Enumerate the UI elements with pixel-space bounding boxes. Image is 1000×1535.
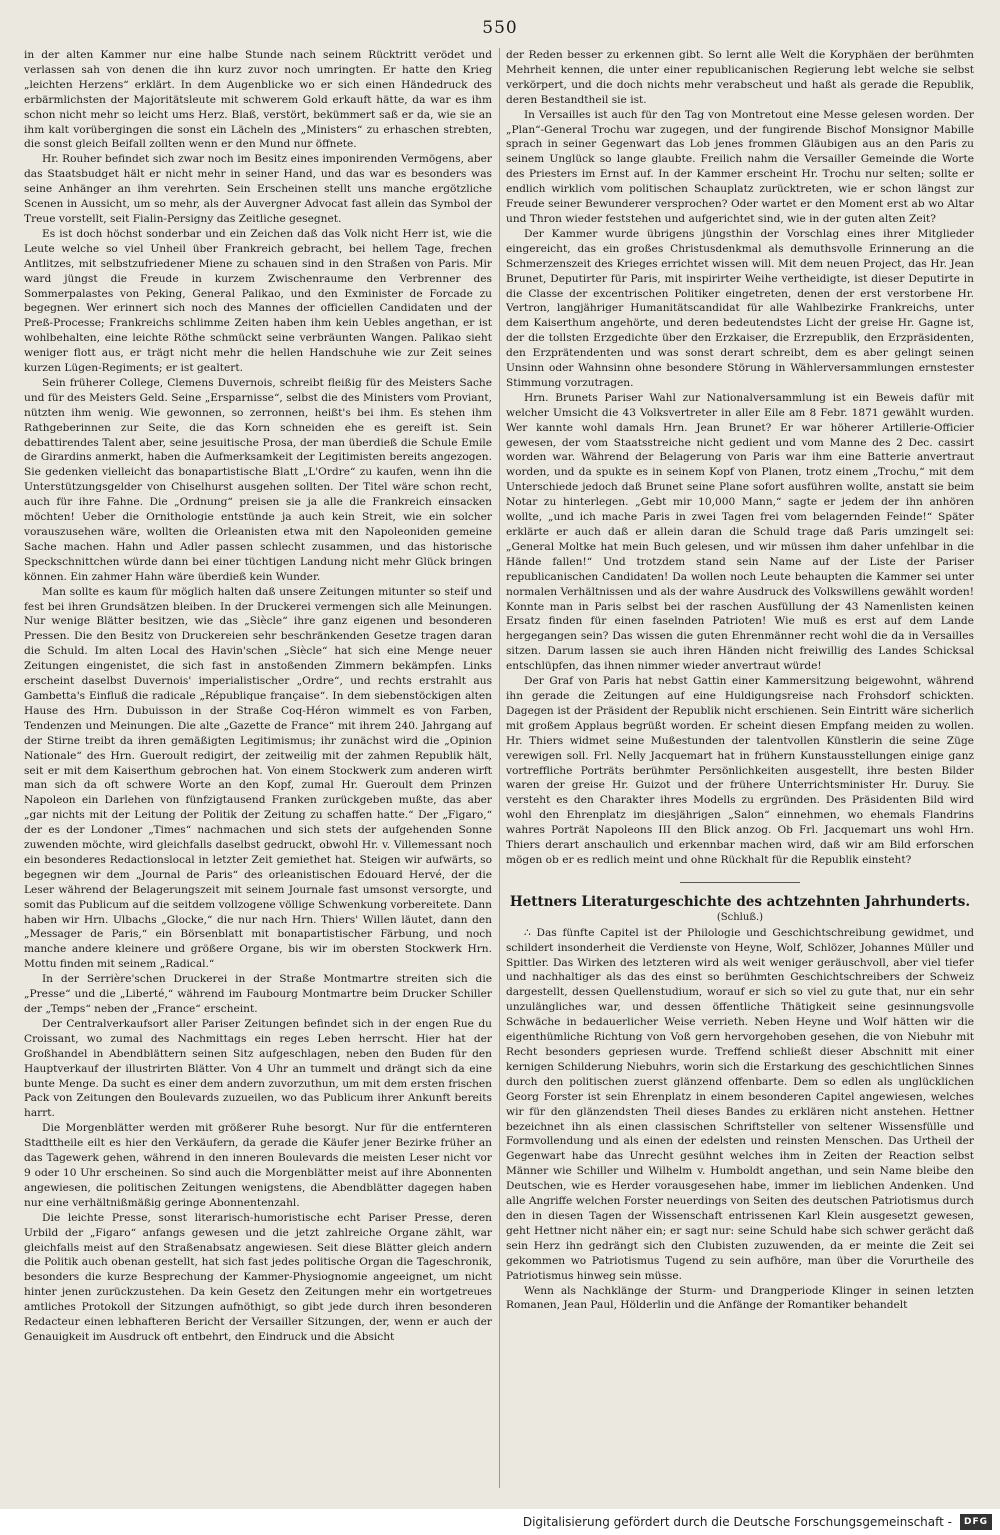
paragraph: Wenn als Nachklänge der Sturm- und Drangperiode Klinger in seinen letzten Romanen, Jean Paul, Hölderlin und die Anfänge der Romantiker behandelt	[506, 1284, 974, 1312]
paragraph: in der alten Kammer nur eine halbe Stunde nach seinem Rücktritt verödet und verlassen sah von denen die ihn kurz zuvor noch umringten. Er hatte den Krieg „leichten Herzens“ erklärt. In dem Augenblicke wo er sich einen Händedruck des erbärmlichsten der Majoritätsleute mit schwerem Gold erkauft hätte, da war es ihm schon nicht mehr so leicht ums Herz. Blaß, verstört, bekümmert saß er da, wie sie an ihm kalt vorübergingen die sonst ein Lächeln des „Ministers“ zu erhaschen strebten, die sonst gleich Beifall zollten wenn er den Mund nur öffnete.	[24, 49, 492, 151]
footer-text: Digitalisierung gefördert durch die Deutsche Forschungsgemeinschaft -	[522, 1515, 952, 1529]
paragraph: Sein früherer College, Clemens Duvernois, schreibt fleißig für des Meisters Sache und für des Meisters Geld. Seine „Ersparnisse“, selbst die des Ministers vom Proviant, nützten ihm wenig. Wie gewonnen, so zerronnen, heißt's bei ihm. Es stehen ihm Rathgeberinnen zur Seite, die das Korn schneiden ehe es gereift ist. Sein debattirendes Talent aber, seine jesuitische Prosa, der man überdieß die Schule Emile de Girardins anmerkt, haben die Aufmerksamkeit der Legitimisten bereits angezogen. Sie gedenken vielleicht das bonapartistische Blatt „L'Ordre“ zu kaufen, wenn ihn die Unterstützungsgelder von Chiselhurst ausgehen sollten. Der Titel wäre schon recht, auch für ihre Fahne. Die „Ordnung“ preisen sie ja alle die Frankreich einsacken möchten! Ueber die Ornithologie entstünde ja auch kein Streit, wie ein solcher vorauszusehen wäre, wollten die Orleanisten etwa mit den Napoleoniden gemeine Sache machen. Hahn und Adler passen schlecht zusammen, und das historische Speckschnittchen würde dann bei einer tüchtigen Landung nicht mehr Glück bringen können. Ein zahmer Hahn wäre überdieß kein Wunder.	[24, 376, 492, 583]
page-number: 550	[482, 18, 518, 38]
article-title: Hettners Literaturgeschichte des achtzehnten Jahrhunderts.	[509, 893, 971, 910]
paragraph: Hr. Rouher befindet sich zwar noch im Besitz eines imponirenden Vermögens, aber das Staatsbudget hält er nicht mehr in seiner Hand, und das war es besonders was seine Anhänger an ihm verehrten. Sein Erscheinen stellt uns manche ergötzliche Scenen in Aussicht, um so mehr, als der Auvergner Advocat fast allein das Symbol der Treue vorstellt, seit Fialin-Persigny das Zeitliche gesegnet.	[24, 153, 492, 225]
dfg-logo: DFG	[960, 1514, 992, 1530]
paragraph: In der Serrière'schen Druckerei in der Straße Montmartre streiten sich die „Presse“ und die „Liberté,“ während im Faubourg Montmartre beim Drucker Schiller der „Temps“ neben der „France“ erscheint.	[24, 973, 492, 1015]
digitization-footer	[0, 1509, 1000, 1535]
paragraph: Der Graf von Paris hat nebst Gattin einer Kammersitzung beigewohnt, während ihn gerade die Zeitungen auf eine Huldigungsreise nach Frohsdorf schickten. Dagegen ist der Präsident der Republik nicht erschienen. Sein Eintritt wäre sicherlich mit großem Applaus begrüßt worden. Er scheint diesen Empfang meiden zu wollen. Hr. Thiers widmet seine Mußestunden der talentvollen Künstlerin die seine Züge verewigen soll. Frl. Nelly Jacquemart hat in frühern Kunstausstellungen einige ganz vortreffliche Porträts berühmter Persönlichkeiten ausgestellt, ihre besten Bilder waren der greise Hr. Guizot und der frühere Unterrichtsminister Hr. Duruy. Sie versteht es den Charakter ihres Modells zu ergründen. Des Präsidenten Bild wird wohl den Ehrenplatz im diesjährigen „Salon“ einnehmen, wo ehemals Flandrins wahres Porträt Napoleons III den Blick anzog. Ob Frl. Jacquemart uns wohl Hrn. Thiers derart anschaulich und erkennbar machen wird, daß wir am Bild erforschen mögen ob er es redlich meint und ohne Rückhalt für die Republik einsteht?	[506, 675, 974, 866]
section-separator	[680, 882, 800, 883]
column-divider	[499, 48, 500, 1488]
left-column	[24, 48, 492, 1488]
paragraph: Der Centralverkaufsort aller Pariser Zeitungen befindet sich in der engen Rue du Croissant, wo zumal des Nachmittags ein reges Leben herrscht. Hier hat der Großhandel in Abendblättern seinen Sitz aufgeschlagen, neben den Buden für den Hauptverkauf der illustrirten Blätter. Von 4 Uhr an tummelt und drängt sich da eine bunte Menge. Da sucht es einer dem andern zuvorzuthun, um mit dem ersten frischen Pack von Zeitungen den Boulevards zuzueilen, wo das Publicum ihrer Ankunft bereits harrt.	[24, 1017, 492, 1120]
paragraph: In Versailles ist auch für den Tag von Montretout eine Messe gelesen worden. Der „Plan“-General Trochu war zugegen, und der fungirende Bischof Monsignor Mabille sprach in seiner Gegenwart das Lob jenes frommen Gläubigen aus an den Paris zu seinem Unglück so lange glaubte. Freilich nahm die Versailler Gemeinde die Worte des Priesters im Ernst auf. In der Kammer erscheint Hr. Trochu nur selten; sollte er endlich wirklich vom politischen Schauplatz zurücktreten, wie er schon längst zur Freude seiner Bewunderer versprochen? Oder wartet er den Moment erst ab wo Altar und Thron wieder feststehen und aufgerichtet sind, wie in der guten alten Zeit?	[506, 108, 974, 225]
paragraph: Die leichte Presse, sonst literarisch-humoristische echt Pariser Presse, deren Urbild der „Figaro“ anfangs gewesen und die jetzt zahlreiche Organe zählt, war gleichfalls meist auf den Straßenabsatz angewiesen. Seit diese Blätter gleich andern die Politik auch obenan gestellt, hat sich fast jedes politische Organ die Tageschronik, besonders die kurze Besprechung der Kammer-Physiognomie angeeignet, um nicht hinter jenen zurückzustehen. Da kein Gesetz den Zeitungen mehr ein wortgetreues amtliches Protokoll der Sitzungen aufnöthigt, so gibt jede durch ihren besonderen Redacteur einen lebhafteren Bericht der Versailler Sitzungen, der, wenn er auch der Genauigkeit im Ausdruck oft entbehrt, den Eindruck und die Absicht	[24, 1211, 492, 1343]
article-subtitle: (Schluß.)	[716, 911, 764, 923]
right-column	[506, 48, 974, 1488]
paragraph: Es ist doch höchst sonderbar und ein Zeichen daß das Volk nicht Herr ist, wie die Leute welche so viel Unheil über Frankreich gebracht, bei hellem Tage, frechen Antlitzes, mit selbstzufriedener Miene zu schauen sind in den Straßen von Paris. Mir ward jüngst die Freude in kurzem Zwischenraume den Verbrenner des Sommerpalastes von Peking, General Palikao, und den Exminister de Forcade zu begegnen. Wer erinnert sich noch des Mannes der officiellen Candidaten und der Preß-Processe; Frankreichs schlimme Zeiten haben ihm kein Uebles angethan, er ist wohlbehalten, eine leichte Röthe schmückt seine verbräunten Wangen. Palikao sieht weniger flott aus, er trägt nicht mehr die hellen Handschuhe wie zur Zeit seines kurzen Lügen-Regiments; er ist gealtert.	[24, 227, 492, 375]
paragraph: Man sollte es kaum für möglich halten daß unsere Zeitungen mitunter so steif und fest bei ihren Grundsätzen bleiben. In der Druckerei vermengen sich alle Meinungen. Nur wenige Blätter besitzen, wie das „Siècle“ ihre ganz eigenen und besonderen Pressen. Die den Besitz von Druckereien sehr beschränkenden Gesetze tragen daran die Schuld. Im alten Local des Havin'schen „Siècle“ hat sich eine Menge neuer Zeitungen eingenistet, die sich fast in anstoßenden Zimmern bekämpfen. Links erscheint daselbst Duvernois' imperialistischer „Ordre“, und rechts erstrahlt aus Gambetta's Einfluß die radicale „République française“. In dem siebenstöckigen alten Hause des Hrn. Dubuisson in der Straße Coq-Héron wimmelt es von Farben, Tendenzen und Meinungen. Die alte „Gazette de France“ mit ihrem 240. Jahrgang auf der Stirne treibt da ihren gemäßigten Legitimismus; ihr zunächst wird die „Opinion Nationale“ des Hrn. Gueroult redigirt, der zeitweilig mit der zahmen Republik hält, seit er mit dem Kaiserthum gebrochen hat. Von einem Stockwerk zum anderen wirft man sich da oft schwere Worte an den Kopf, zumal Hr. Gueroult dem Prinzen Napoleon ein Darlehen von fünfzigtausend Franken zurückgeben mußte, das aber „gar nichts mit der Leitung der Politik der Zeitung zu schaffen hatte.“ Der „Figaro,“ der es der Londoner „Times“ nachmachen und sich stets der aufgehenden Sonne zuwenden möchte, wird gleichfalls daselbst gedruckt, obwohl Hr. v. Villemessant noch ein besonderes Redactionslocal in letzter Zeit gemiethet hat. Steigen wir aufwärts, so begegnen wir dem „Journal de Paris“ des orleanistischen Edouard Hervé, der die Leser während der Belagerungszeit mit seinem Journale fast umsonst versorgte, und somit das Publicum auf die seitdem vollzogene völlige Schwenkung vorbereitete. Dann haben wir Hrn. Ulbachs „Glocke,“ die nur nach Hrn. Thiers' Willen läutet, dann den „Messager de Paris,“ ein Börsenblatt mit bonapartistischer Färbung, und noch manche andere kleinere und größere Organe, bis wir im obersten Stockwerk Hrn. Mottu finden mit seinem „Radical.“	[24, 585, 492, 971]
paragraph: Hrn. Brunets Pariser Wahl zur Nationalversammlung ist ein Beweis dafür mit welcher Umsicht die 43 Volksvertreter in aller Eile am 8 Febr. 1871 gewählt wurden. Wer kannte wohl damals Hrn. Jean Brunet? Er war höherer Artillerie-Officier gewesen, der vom Staatsstreiche nicht gedient und vom Manne des 2 Dec. cassirt worden war. Während der Belagerung von Paris war ihm eine Batterie anvertraut worden, und da spukte es in seinem Kopf von Planen, trotz einem „Trochu,“ mit dem Unterschiede jedoch daß Brunet seine Plane sofort ausführen wollte, anstatt sie beim Notar zu hinterlegen. „Gebt mir 10,000 Mann,“ sagte er jedem der ihn anhören wollte, „und ich mache Paris in zwei Tagen frei vom belagernden Feinde!“ Später erklärte er auch daß er allein daran die Schuld trage daß Paris umzingelt sei: „General Moltke hat mein Buch gelesen, und wir müssen ihm daher unfehlbar in die Hände fallen!“ Und trotzdem stand sein Name auf der Liste der Pariser republicanischen Candidaten! Da wollen noch Leute behaupten die Kammer sei unter normalen Verhältnissen und als der wahre Ausdruck des Volkswillens gewählt worden! Konnte man in Paris selbst bei der raschen Ausfüllung der 43 Namenlisten keinen Ersatz finden für einen faselnden Patrioten! Wie muß es erst auf dem Lande hergegangen sein? Das wissen die guten Ehrenmänner recht wohl die da in Versailles sitzen. Darum lassen sie auch ihren Händen nicht freiwillig des Landes Schicksal entschlüpfen, das ihnen nimmer wieder anvertraut würde!	[506, 391, 974, 673]
paragraph: Die Morgenblätter werden mit größerer Ruhe besorgt. Nur für die entfernteren Stadttheile eilt es hier den Verkäufern, da gerade die Käufer jener Bezirke früher an das Tagewerk gehen, während in den inneren Boulevards die meisten Leser nicht vor 9 oder 10 Uhr erscheinen. So sind auch die Morgenblätter meist auf ihre Abonnenten angewiesen, die politischen Zeitungen wenigstens, die Abendblätter dagegen haben nur eine verhältnißmäßig geringe Abonnentenzahl.	[24, 1122, 492, 1209]
paragraph: Der Kammer wurde übrigens jüngsthin der Vorschlag eines ihrer Mitglieder eingereicht, das ein großes Christusdenkmal als demuthsvolle Erinnerung an die Schmerzenszeit des Krieges errichtet wissen will. Mit dem neuen Project, das Hr. Jean Brunet, Deputirter für Paris, mit inspirirter Weihe vertheidigte, ist dieser Deputirte in die Classe der excentrischen Politiker eingetreten, denen der erst verstorbene Hr. Vertron, langjähriger Humanitätscandidat für alle Wahlbezirke Frankreichs, unter dem Kaiserthum angehörte, und deren bedeutendstes Licht der greise Hr. Gagne ist, der die tollsten Erzgedichte über den Erzkaiser, die Erzrepublik, den Erzpräsidenten, den Erzprätendenten und was sonst derart schreibt, dem es aber gelingt seinen Unsinn oder Wahnsinn ohne besondere Störung in Wählerversammlungen ernstester Stimmung vorzutragen.	[506, 227, 974, 389]
paragraph: ∴ Das fünfte Capitel ist der Philologie und Geschichtschreibung gewidmet, und schildert insonderheit die Verdienste von Heyne, Wolf, Schlözer, Johannes Müller und Spittler. Das Wirken des letzteren wird als weit weniger geräuschvoll, aber viel tiefer und nachhaltiger als das des einst so berühmten Geschichtschreibers der Schweiz dargestellt, dessen Quellenstudium, worauf er sich so viel zu gute that, nur ein sehr unzulängliches war, und dessen öffentliche Thätigkeit seine gesinnungsvolle Schwäche in bedauerlicher Weise verrieth. Neben Heyne und Wolf hätten wir die eigenthümliche Richtung von Voß gern hervorgehoben gesehen, die von Niebuhr mit Recht besonders gepriesen wurde. Treffend schließt dieser Abschnitt mit einer kernigen Schilderung Niebuhrs, worin sich die Erstarkung des geschichtlichen Sinnes durch den politischen zuerst glänzend offenbarte. Dem so edlen als unglücklichen Georg Forster ist sein Ehrenplatz in einem besonderen Capitel angewiesen, welches wir für den glänzendsten Theil dieses Bandes zu erklären nicht anstehen. Hettner bezeichnet ihn als einen classischen Schriftsteller von seltener Wissensfülle und Formvollendung und als einen der edelsten und reinsten Menschen. Das Urtheil der Gegenwart habe das Unrecht gesühnt welches ihm in Zeiten der Reaction selbst Männer wie Schiller und Wilhelm v. Humboldt angethan, und sein Name bleibe den Deutschen, wie es Herder vorausgesehen habe, immer im lieblichen Andenken. Und alle Angriffe welchen Forster neuerdings von Seiten des deutschen Patriotismus durch den in diesen Tagen der Wissenschaft entrissenen Karl Klein ausgesetzt gewesen, geht Hettner nicht näher ein; er sagt nur: seine Schuld habe sich schwer gerächt daß sein Herz ihn gedrängt sich den Clubisten zuzuwenden, da er meinte die Zeit sei gekommen wo Patriotismus Tugend zu sein aufhöre, man über die Vorurtheile des Patriotismus hinweg sein müsse.	[506, 926, 974, 1282]
paragraph: der Reden besser zu erkennen gibt. So lernt alle Welt die Koryphäen der berühmten Mehrheit kennen, die unter einer republicanischen Regierung lebt welche sie selbst verkörpert, und die doch nichts mehr verabscheut und haßt als gerade die Republik, deren Bestandtheil sie ist.	[506, 49, 974, 106]
